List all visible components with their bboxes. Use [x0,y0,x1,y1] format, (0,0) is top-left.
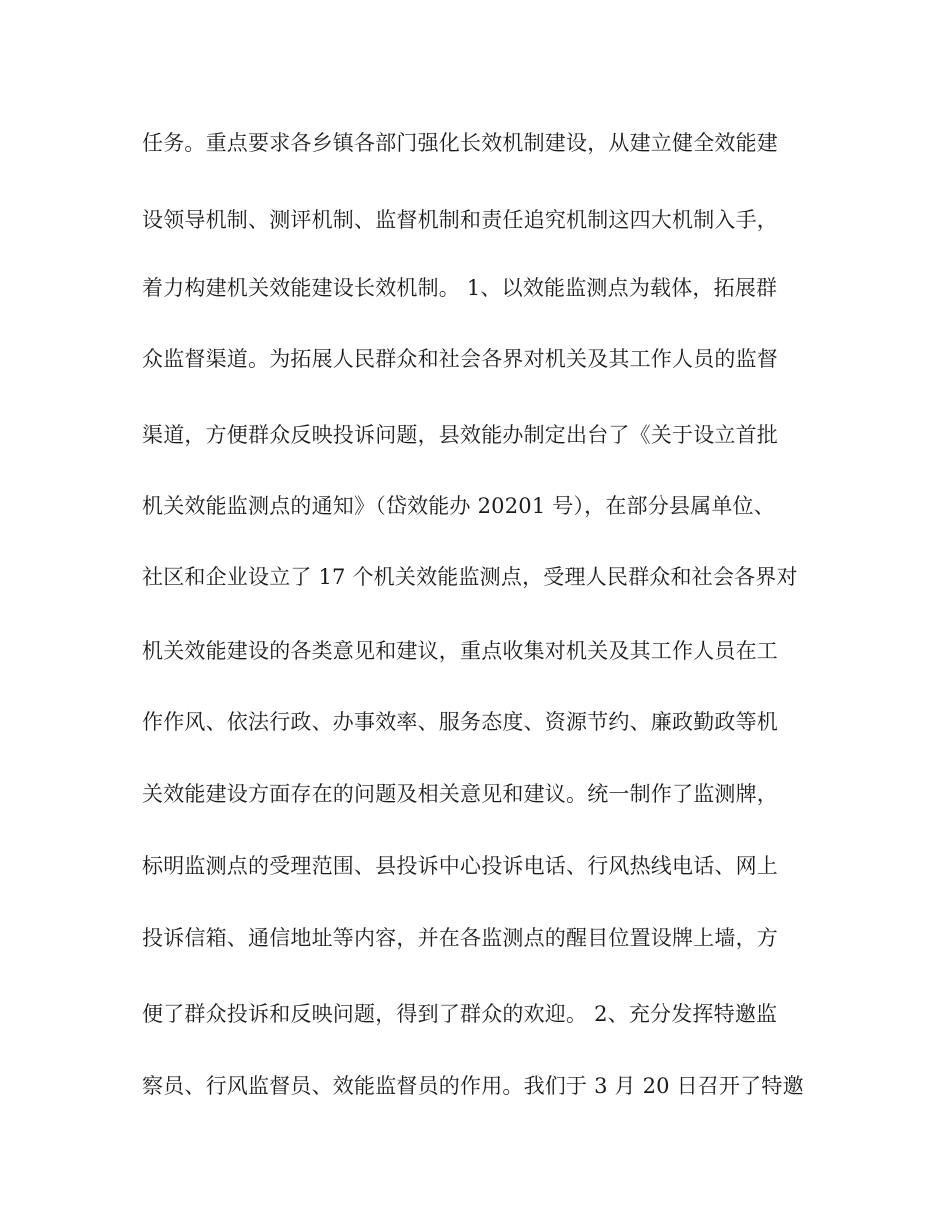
body-text-line-2: 设领导机制、测评机制、监督机制和责任追究机制这四大机制入手， [142,208,778,232]
body-text-line-8: 机关效能建设的各类意见和建议，重点收集对机关及其工作人员在工 [142,639,778,663]
body-text-line-12: 投诉信箱、通信地址等内容，并在各监测点的醒目位置设牌上墙，方 [142,926,778,950]
body-text-line-13: 便了群众投诉和反映问题，得到了群众的欢迎。 2、充分发挥特邀监 [142,1002,778,1026]
body-text-line-5: 渠道，方便群众反映投诉问题，县效能办制定出台了《关于设立首批 [142,423,778,447]
body-text-line-9: 作作风、依法行政、办事效率、服务态度、资源节约、廉政勤政等机 [142,710,778,734]
body-text-line-4: 众监督渠道。为拓展人民群众和社会各界对机关及其工作人员的监督 [142,347,778,371]
body-text-line-7: 社区和企业设立了 17 个机关效能监测点，受理人民群众和社会各界对 [142,565,798,589]
body-text-line-14: 察员、行风监督员、效能监督员的作用。我们于 3 月 20 日召开了特邀 [142,1074,804,1098]
body-text-line-3: 着力构建机关效能建设长效机制。 1、以效能监测点为载体，拓展群 [142,276,778,300]
body-text-line-6: 机关效能监测点的通知》（岱效能办 20201 号），在部分县属单位、 [142,494,775,518]
body-text-line-10: 关效能建设方面存在的问题及相关意见和建议。统一制作了监测牌， [142,782,778,806]
body-text-line-1: 任务。重点要求各乡镇各部门强化长效机制建设，从建立健全效能建 [142,131,778,155]
body-text-line-11: 标明监测点的受理范围、县投诉中心投诉电话、行风热线电话、网上 [142,854,778,878]
